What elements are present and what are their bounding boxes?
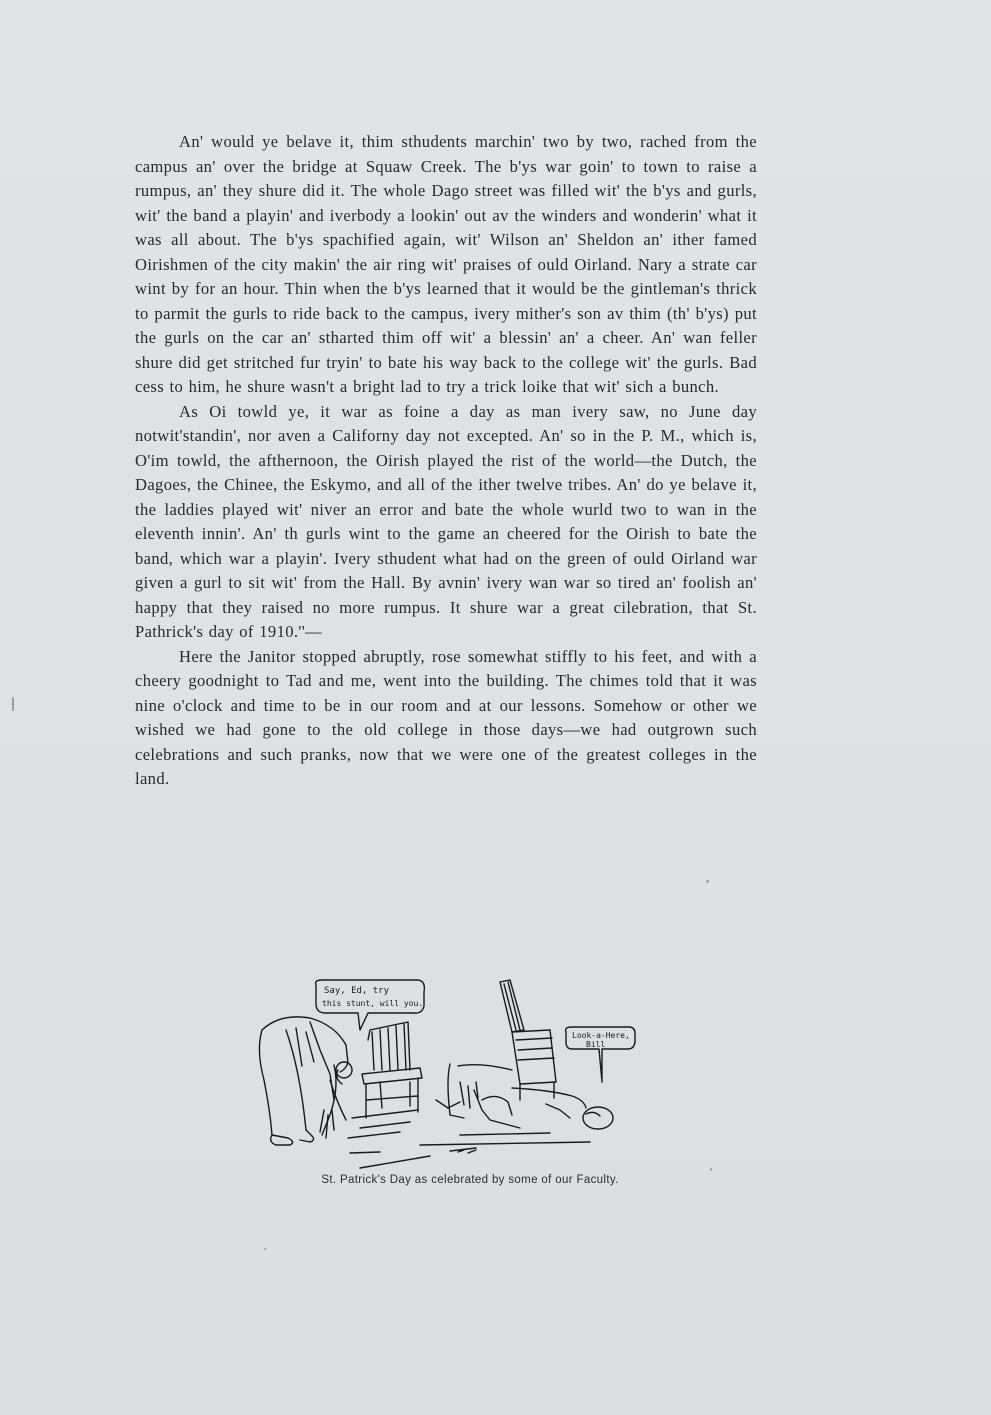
floor-hatching: [348, 1110, 418, 1153]
figure-caption: St. Patrick's Day as celebrated by some of our Faculty.: [321, 1174, 619, 1186]
paper-speck: [264, 1248, 266, 1250]
bubble-left-text-2: this stunt, will you.: [322, 999, 424, 1008]
paper-speck: [706, 880, 709, 883]
bubble-left-text-1: Say, Ed, try: [324, 986, 390, 996]
bubble-right-text-1: Look-a-Here,: [572, 1031, 630, 1040]
bending-man-drawing: [259, 1017, 352, 1145]
paragraph-3: Here the Janitor stopped abruptly, rose somewhat stiffly to his feet, and with a cheery goodnight to Tad and me, went into the building. The chimes told that it was nine o'clock and time to be in our room and at our lessons. Somehow or other we wished we had gone to the old college in those days—we had outgrown such celebrations and such pranks, now that we were one of the greatest colleges in the land.: [135, 646, 757, 788]
signature-mark: [450, 1148, 476, 1153]
floor-line-right: [420, 1133, 590, 1145]
ground-line: [360, 1156, 430, 1168]
paragraph-2: As Oi towld ye, it war as foine a day as man ivery saw, no June day notwit'standin', nor aven a Californy day not excepted. An' so in the P. M., which is, O'im towld, the afthernoon, the Oirish played the rist of the world—the Dutch, the Dagoes, the Chinee, the Eskymo, and all of the ither twelve tribes. An' do ye belave it, the laddies played wit' niver an error and bate the whole wurld two to wan in the eleventh innin'. An' th gurls wint to the game an cheered for the Oirish to bate the band, which war a playin'. Ivery sthudent what had on the green of ould Oirland war given a gurl to sit wit' from the Hall. By avnin' ivery wan war so tired an' foolish an' happy that they raised no more rumpus. It shure war a great cilebration, that St. Pathrick's day of 1910.''—: [135, 401, 757, 641]
bubble-right-text-2: Bill: [586, 1040, 606, 1049]
cartoon-illustration: [250, 970, 650, 1170]
chair-left-drawing: [362, 1022, 422, 1118]
paper-speck: [710, 1168, 712, 1171]
article-text: [135, 130, 757, 792]
paragraph-1: An' would ye belave it, thim sthudents marchin' two by two, rached from the campus an' over the bridge at Squaw Creek. The b'ys war goin' to town to raise a rumpus, an' they shure did it. The whole Dago street was filled wit' the b'ys and gurls, wit' the band a playin' and iverbody a lookin' out av the winders and wonderin' what it was all about. The b'ys spachified again, wit' Wilson an' Sheldon an' ither famed Oirishmen of the city makin' the air ring wit' praises of ould Oirland. Nary a strate car wint by for an hour. Thin when the b'ys learned that it would be the gintleman's thrick to parmit the gurls to ride back to the campus, ivery mither's son av thim (th' b'ys) put the gurls on the car an' stharted thim off wit' a blessin' an' a cheer. An' wan feller shure did get stritched fur tryin' to bate his way back to the college wit' the gurls. Bad cess to him, he shure wasn't a bright lad to try a trick loike that wit' sich a bunch.: [135, 132, 757, 396]
chair-right-drawing: [500, 980, 556, 1100]
upside-down-man-drawing: [436, 1064, 613, 1129]
paper-speck: [12, 697, 14, 711]
